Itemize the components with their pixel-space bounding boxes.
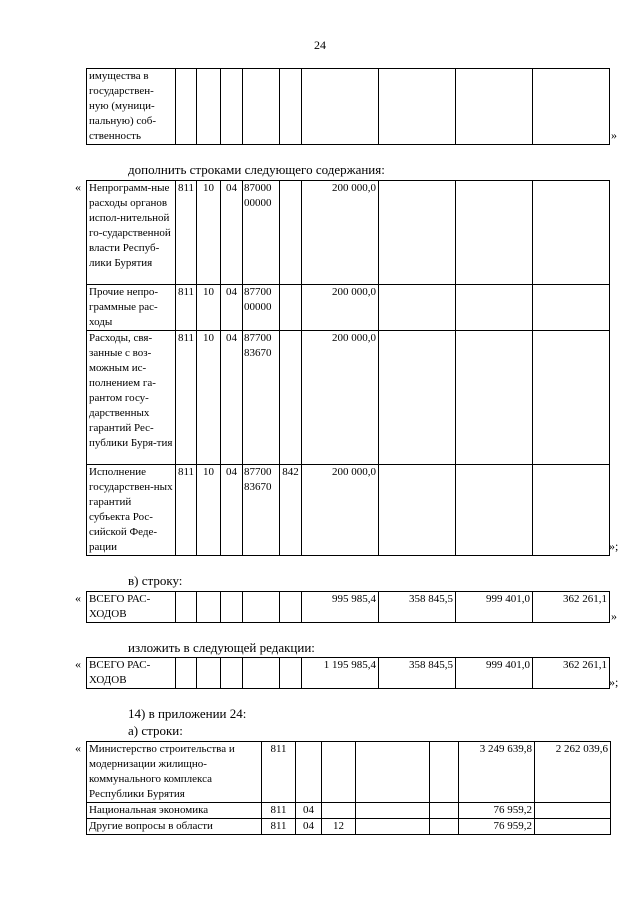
closing-quote-semicolon: »;	[609, 539, 619, 553]
cell-name: Национальная экономика	[87, 803, 262, 819]
cell-c3	[322, 742, 356, 803]
cell-v4	[533, 465, 610, 556]
cell-v1: 3 249 639,8	[459, 742, 535, 803]
cell-c3	[221, 69, 243, 145]
cell-v1	[302, 69, 379, 145]
cell-c3: 04	[221, 285, 243, 331]
cell-v1: 200 000,0	[302, 181, 379, 285]
cell-v2: 2 262 039,6	[535, 742, 611, 803]
cell-c1: 811	[176, 285, 197, 331]
cell-c2	[197, 658, 221, 689]
cell-c3: 04	[221, 465, 243, 556]
cell-c3: 12	[322, 819, 356, 835]
cell-v4	[533, 69, 610, 145]
cell-v3	[456, 285, 533, 331]
opening-quote: «	[75, 180, 81, 194]
cell-c1: 811	[176, 465, 197, 556]
cell-c2: 10	[197, 465, 221, 556]
cell-c5	[280, 181, 302, 285]
cell-c1	[176, 658, 197, 689]
heading-appendix: 14) в приложении 24:	[128, 706, 247, 721]
cell-v1: 200 000,0	[302, 465, 379, 556]
cell-v4	[533, 181, 610, 285]
cell-c3	[322, 803, 356, 819]
cell-name: Другие вопросы в области	[87, 819, 262, 835]
table-row	[87, 803, 611, 819]
cell-c5: 842	[280, 465, 302, 556]
cell-c2	[197, 69, 221, 145]
cell-v3	[456, 331, 533, 465]
cell-c1	[176, 69, 197, 145]
cell-v1: 200 000,0	[302, 331, 379, 465]
cell-c2	[296, 742, 322, 803]
cell-v2	[379, 331, 456, 465]
cell-name: ВСЕГО РАС-ХОДОВ	[87, 658, 176, 689]
cell-v3	[456, 181, 533, 285]
cell-name: ВСЕГО РАС-ХОДОВ	[87, 592, 176, 623]
table-row	[87, 658, 610, 689]
cell-c5	[280, 331, 302, 465]
cell-c2: 04	[296, 819, 322, 835]
cell-v4: 362 261,1	[533, 658, 610, 689]
table-row	[87, 181, 610, 285]
cell-c5	[430, 803, 459, 819]
table-row	[87, 285, 610, 331]
cell-c5	[280, 285, 302, 331]
cell-c2: 10	[197, 181, 221, 285]
cell-v2	[379, 465, 456, 556]
cell-c2: 04	[296, 803, 322, 819]
cell-v4: 362 261,1	[533, 592, 610, 623]
closing-quote-semicolon: »;	[609, 675, 619, 689]
cell-name: Расходы, свя-занные с воз-можным ис-полнением га-рантом госу-дарственных гарантий Рес-публики Буря-тия	[87, 331, 176, 465]
cell-c5	[430, 819, 459, 835]
table-row	[87, 819, 611, 835]
cell-c2	[197, 592, 221, 623]
heading-edit: изложить в следующей редакции:	[128, 640, 315, 655]
table-row	[87, 465, 610, 556]
cell-v4	[533, 285, 610, 331]
cell-v2	[379, 285, 456, 331]
cell-c2: 10	[197, 331, 221, 465]
cell-c5	[280, 69, 302, 145]
cell-c4: 87700 00000	[243, 285, 280, 331]
closing-quote: »	[611, 609, 617, 623]
cell-c2: 10	[197, 285, 221, 331]
cell-name: Прочие непро-граммные рас-ходы	[87, 285, 176, 331]
cell-c3: 04	[221, 181, 243, 285]
cell-v2	[379, 69, 456, 145]
cell-c4: 87700 83670	[243, 331, 280, 465]
cell-v2: 358 845,5	[379, 592, 456, 623]
cell-v1: 1 195 985,4	[302, 658, 379, 689]
table-appendix-24	[86, 741, 611, 835]
cell-name: Министерство строительства и модернизации жилищно-коммунального комплекса Республики Бурятия	[87, 742, 262, 803]
cell-c1: 811	[262, 803, 296, 819]
cell-name: Исполнение государствен-ных гарантий субъекта Рос-сийской Феде-рации	[87, 465, 176, 556]
cell-c4	[356, 742, 430, 803]
cell-c1: 811	[176, 181, 197, 285]
cell-v1: 76 959,2	[459, 803, 535, 819]
heading-row: в) строку:	[128, 573, 183, 588]
opening-quote: «	[75, 741, 81, 755]
cell-c4: 87000 00000	[243, 181, 280, 285]
table-total-old	[86, 591, 610, 623]
cell-name: имущества в государствен-ную (муници-пальную) соб-ственность	[87, 69, 176, 145]
opening-quote: «	[75, 657, 81, 671]
cell-name: Непрограмм-ные расходы органов испол-нительной го-сударственной власти Респуб-лики Бурятия	[87, 181, 176, 285]
cell-v3: 999 401,0	[456, 658, 533, 689]
cell-v1: 76 959,2	[459, 819, 535, 835]
cell-c4: 87700 83670	[243, 465, 280, 556]
table-continuation	[86, 68, 610, 145]
cell-c3	[221, 658, 243, 689]
cell-c1	[176, 592, 197, 623]
cell-v4	[533, 331, 610, 465]
table-row	[87, 592, 610, 623]
cell-v2: 358 845,5	[379, 658, 456, 689]
closing-quote: »	[611, 128, 617, 142]
cell-v3	[456, 465, 533, 556]
cell-c4	[356, 803, 430, 819]
cell-c4	[356, 819, 430, 835]
cell-c3: 04	[221, 331, 243, 465]
table-added-rows	[86, 180, 610, 556]
cell-v2	[535, 803, 611, 819]
cell-c1: 811	[262, 819, 296, 835]
cell-v1: 995 985,4	[302, 592, 379, 623]
cell-c1: 811	[176, 331, 197, 465]
cell-c1: 811	[262, 742, 296, 803]
cell-c5	[280, 658, 302, 689]
cell-v2	[535, 819, 611, 835]
cell-v3	[456, 69, 533, 145]
table-row	[87, 742, 611, 803]
cell-c5	[280, 592, 302, 623]
cell-c3	[221, 592, 243, 623]
table-total-new	[86, 657, 610, 689]
heading-add-rows: дополнить строками следующего содержания:	[128, 162, 385, 177]
cell-c5	[430, 742, 459, 803]
table-row	[87, 69, 610, 145]
opening-quote: «	[75, 591, 81, 605]
cell-c4	[243, 658, 280, 689]
page-number: 24	[314, 38, 326, 52]
cell-v3: 999 401,0	[456, 592, 533, 623]
cell-v1: 200 000,0	[302, 285, 379, 331]
heading-lines: а) строки:	[128, 723, 183, 738]
cell-v2	[379, 181, 456, 285]
cell-c4	[243, 592, 280, 623]
cell-c4	[243, 69, 280, 145]
table-row	[87, 331, 610, 465]
